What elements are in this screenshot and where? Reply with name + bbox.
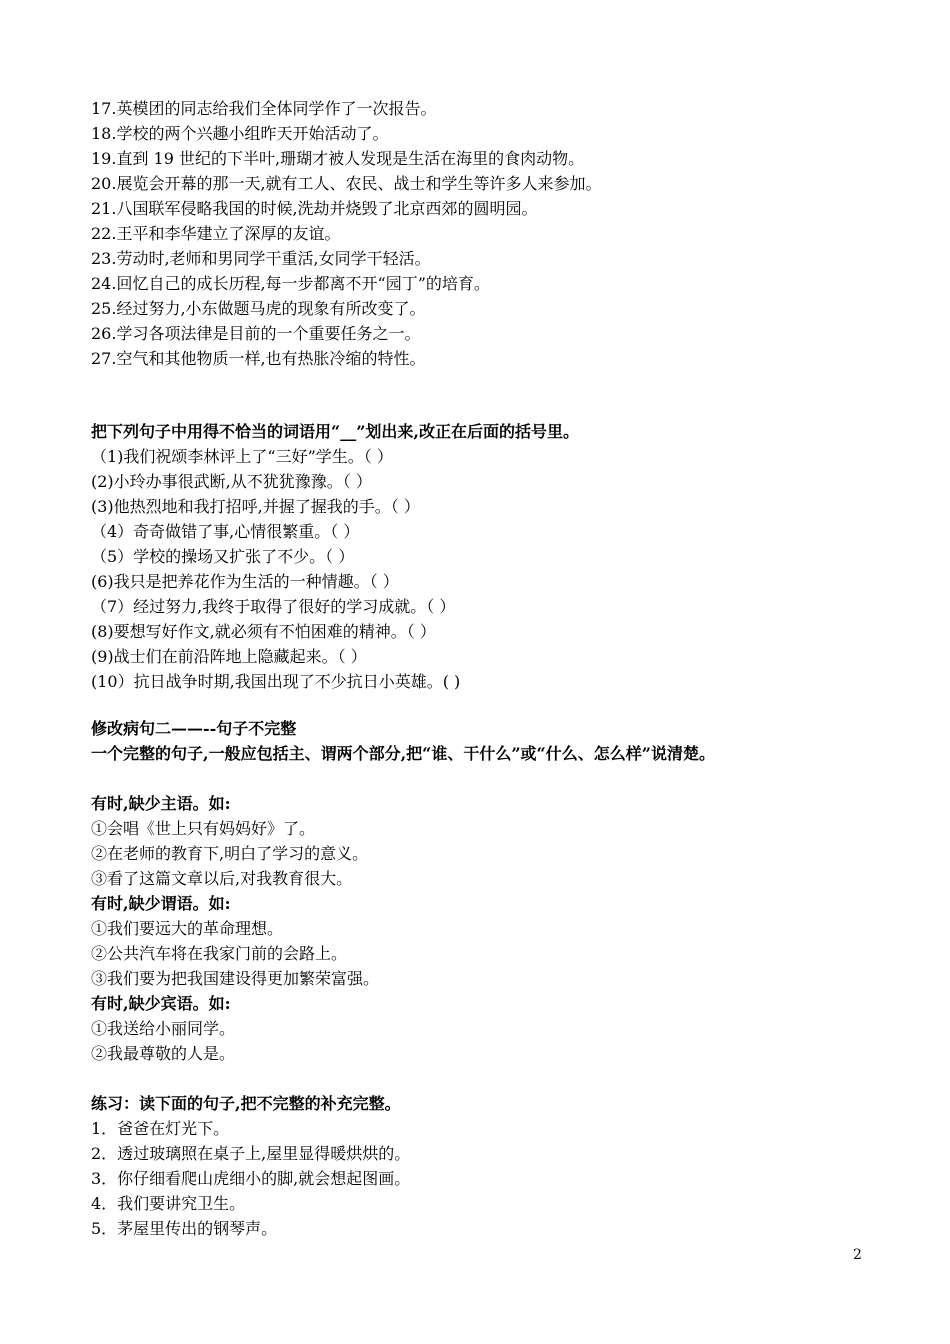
- spacer: [91, 766, 891, 791]
- list-item: 23.劳动时,老师和男同学干重活,女同学干轻活。: [91, 249, 431, 268]
- spacer: [91, 371, 891, 419]
- practice-section: [91, 1091, 891, 1241]
- list-item: (8)要想写好作文,就必须有不怕困难的精神。（ ）: [91, 622, 436, 641]
- list-item: ①我们要远大的革命理想。: [91, 919, 284, 938]
- list-item: 19.直到 19 世纪的下半叶,珊瑚才被人发现是生活在海里的食肉动物。: [91, 149, 585, 168]
- list-item: 25.经过努力,小东做题马虎的现象有所改变了。: [91, 299, 426, 318]
- list-item: 22.王平和李华建立了深厚的友谊。: [91, 224, 341, 243]
- list-item: 20.展览会开幕的那一天,就有工人、农民、战士和学生等许多人来参加。: [91, 174, 602, 193]
- group-label: 有时,缺少主语。如:: [91, 794, 231, 813]
- list-item: ②公共汽车将在我家门前的会路上。: [91, 944, 348, 963]
- list-item: (9)战士们在前沿阵地上隐藏起来。（ ）: [91, 647, 367, 666]
- list-item: 27.空气和其他物质一样,也有热胀冷缩的特性。: [91, 349, 426, 368]
- list-item: (10）抗日战争时期,我国出现了不少抗日小英雄。( ): [91, 672, 461, 691]
- section-heading: 练习：读下面的句子,把不完整的补充完整。: [91, 1094, 401, 1113]
- list-item: (3)他热烈地和我打招呼,并握了握我的手。（ ）: [91, 497, 420, 516]
- list-item: ③看了这篇文章以后,对我教育很大。: [91, 869, 353, 888]
- list-item: ②在老师的教育下,明白了学习的意义。: [91, 844, 369, 863]
- list-item: 26.学习各项法律是目前的一个重要任务之一。: [91, 324, 421, 343]
- list-item: ①我送给小丽同学。: [91, 1019, 236, 1038]
- list-item: 3．你仔细看爬山虎细小的脚,就会想起图画。: [91, 1169, 411, 1188]
- list-item: （5）学校的操场又扩张了不少。（ ）: [91, 547, 355, 566]
- word-correction-section: [91, 419, 891, 694]
- page-number: 2: [853, 1247, 862, 1263]
- list-item: 17.英模团的同志给我们全体同学作了一次报告。: [91, 99, 437, 118]
- missing-predicate-group: [91, 891, 891, 991]
- list-item: 5．茅屋里传出的钢琴声。: [91, 1219, 278, 1238]
- list-item: 4．我们要讲究卫生。: [91, 1194, 246, 1213]
- list-item: 2．透过玻璃照在桌子上,屋里显得暖烘烘的。: [91, 1144, 411, 1163]
- spacer: [91, 694, 891, 716]
- list-item: （1)我们祝颂李林评上了“三好”学生。（ ）: [91, 447, 393, 466]
- list-item: (6)我只是把养花作为生活的一种情趣。（ ）: [91, 572, 399, 591]
- list-item: 24.回忆自己的成长历程,每一步都离不开“园丁”的培育。: [91, 274, 490, 293]
- list-item: 1．爸爸在灯光下。: [91, 1119, 230, 1138]
- document-page: [91, 96, 891, 1241]
- missing-object-group: [91, 991, 891, 1066]
- list-item: （4）奇奇做错了事,心情很繁重。（ ）: [91, 522, 360, 541]
- incomplete-sentence-section: [91, 716, 891, 1066]
- group-label: 有时,缺少谓语。如:: [91, 894, 231, 913]
- missing-subject-group: [91, 791, 891, 891]
- spacer: [91, 1066, 891, 1091]
- section-intro: 一个完整的句子,一般应包括主、谓两个部分,把“谁、干什么”或“什么、怎么样”说清楚。: [91, 744, 715, 763]
- sentence-list-a: [91, 96, 891, 371]
- list-item: ②我最尊敬的人是。: [91, 1044, 236, 1063]
- group-label: 有时,缺少宾语。如:: [91, 994, 231, 1013]
- section-title: 修改病句二——--句子不完整: [91, 719, 297, 738]
- list-item: （7）经过努力,我终于取得了很好的学习成就。（ ）: [91, 597, 456, 616]
- list-item: 18.学校的两个兴趣小组昨天开始活动了。: [91, 124, 389, 143]
- list-item: 21.八国联军侵略我国的时候,洗劫并烧毁了北京西郊的圆明园。: [91, 199, 538, 218]
- list-item: (2)小玲办事很武断,从不犹犹豫豫。（ ）: [91, 472, 372, 491]
- section-heading: 把下列句子中用得不恰当的词语用“__”划出来,改正在后面的括号里。: [91, 422, 579, 441]
- list-item: ③我们要为把我国建设得更加繁荣富强。: [91, 969, 380, 988]
- list-item: ①会唱《世上只有妈妈好》了。: [91, 819, 316, 838]
